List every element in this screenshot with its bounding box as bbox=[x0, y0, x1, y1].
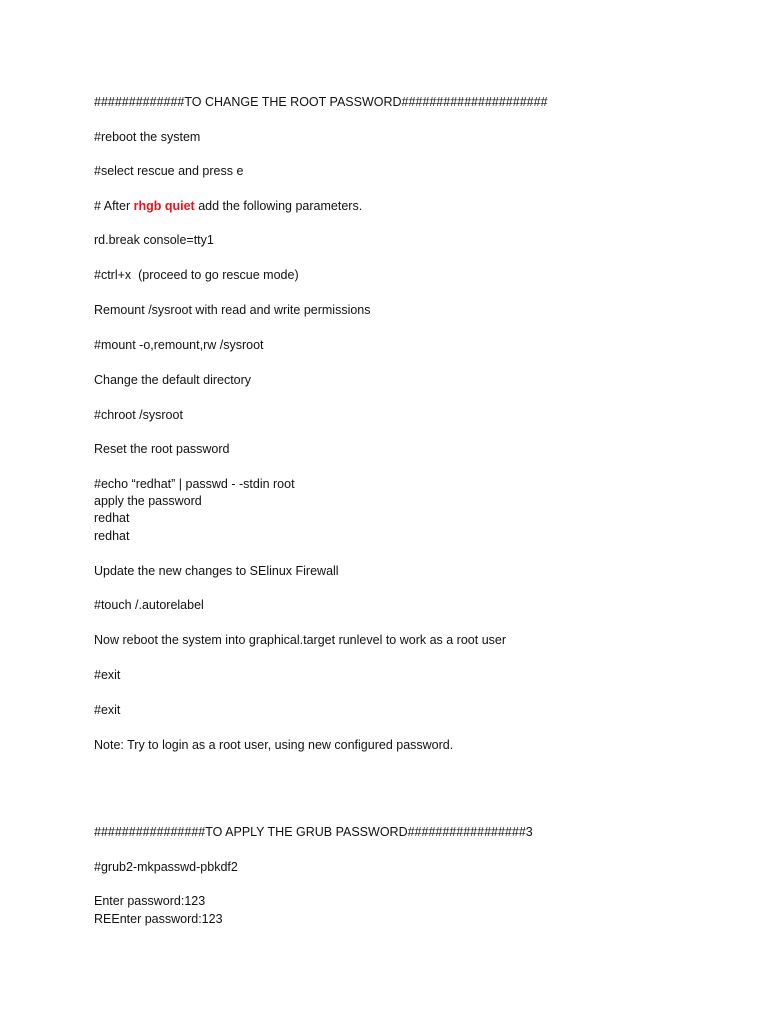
grub-password-heading: ################TO APPLY THE GRUB PASSWORD#################3 bbox=[94, 825, 533, 839]
line-note: Note: Try to login as a root user, using new configured password. bbox=[94, 738, 454, 752]
line-apply-password: apply the password bbox=[94, 494, 202, 508]
line-reenter-password: REEnter password:123 bbox=[94, 912, 223, 926]
after-suffix: add the following parameters. bbox=[194, 199, 363, 213]
root-password-heading: #############TO CHANGE THE ROOT PASSWORD##################### bbox=[94, 95, 548, 109]
line-echo-cmd: #echo “redhat” | passwd - -stdin root bbox=[94, 477, 295, 491]
line-reset-desc: Reset the root password bbox=[94, 442, 230, 456]
line-reboot-graphical: Now reboot the system into graphical.target runlevel to work as a root user bbox=[94, 633, 507, 647]
line-redhat-2: redhat bbox=[94, 529, 130, 543]
line-exit-2: #exit bbox=[94, 703, 121, 717]
line-exit-1: #exit bbox=[94, 668, 121, 682]
line-ctrl-x: #ctrl+x (proceed to go rescue mode) bbox=[94, 268, 299, 282]
after-prefix: # After bbox=[94, 199, 134, 213]
line-mount-cmd: #mount -o,remount,rw /sysroot bbox=[94, 338, 264, 352]
line-rd-break: rd.break console=tty1 bbox=[94, 233, 214, 247]
step-after-params bbox=[94, 198, 362, 215]
line-update-selinux: Update the new changes to SElinux Firewall bbox=[94, 564, 339, 578]
line-redhat-1: redhat bbox=[94, 511, 130, 525]
step-reboot: #reboot the system bbox=[94, 130, 201, 144]
line-grub-mkpasswd: #grub2-mkpasswd-pbkdf2 bbox=[94, 860, 238, 874]
line-change-dir-desc: Change the default directory bbox=[94, 373, 252, 387]
line-remount-desc: Remount /sysroot with read and write permissions bbox=[94, 303, 371, 317]
line-chroot-cmd: #chroot /sysroot bbox=[94, 408, 183, 422]
step-select-rescue: #select rescue and press e bbox=[94, 164, 244, 178]
highlight-rhgb-quiet: rhgb quiet bbox=[133, 199, 195, 213]
line-enter-password: Enter password:123 bbox=[94, 894, 206, 908]
line-touch-cmd: #touch /.autorelabel bbox=[94, 598, 204, 612]
